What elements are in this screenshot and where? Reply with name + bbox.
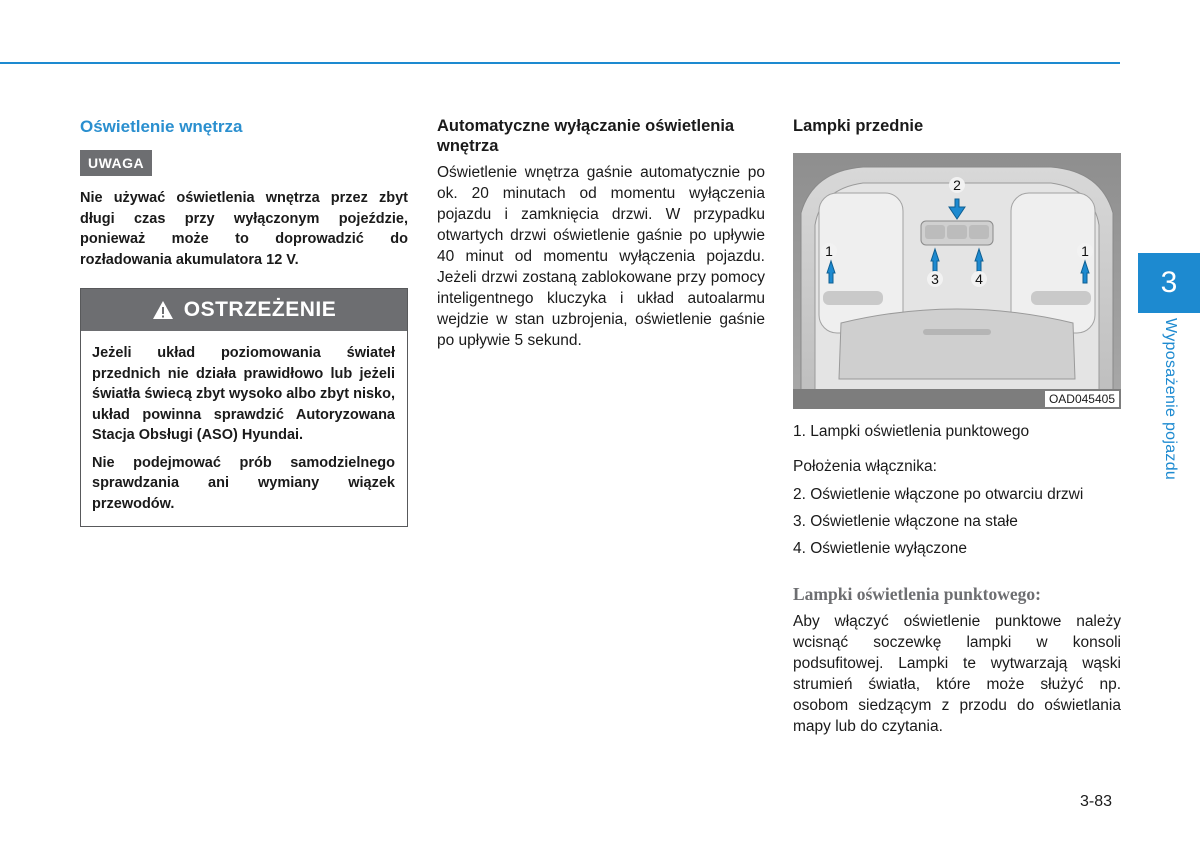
front-lamps-heading: Lampki przednie	[793, 117, 924, 135]
positions-list	[793, 481, 1121, 562]
warning-paragraph-2: Nie podejmować prób samodzielnego sprawdzania ani wymiany wiązek przewodów.	[92, 454, 395, 512]
callout-3: 3	[931, 271, 939, 287]
overhead-console-figure	[793, 153, 1121, 409]
warning-box	[80, 288, 408, 527]
spot-lamps-body: Aby włączyć oświetlenie punktowe należy wcisnąć soczewkę lampki w konsoli podsufitowej. Lampki te wytwarzają wąski strumień światła, które może służyć np. osobom siedzącym z przodu do oświetlania mapy lub do czytania.	[793, 613, 1121, 735]
warning-paragraph-1: Jeżeli układ poziomowania świateł przednich nie działa prawidłowo lub jeżeli światła świecą zbyt wysoko albo zbyt nisko, układ powinna sprawdzić Autoryzowana Stacja Obsługi (ASO) Hyundai.	[92, 345, 395, 443]
top-rule	[0, 62, 1120, 64]
warning-title: OSTRZEŻENIE	[183, 298, 337, 321]
spot-lamps-heading: Lampki oświetlenia punktowego:	[793, 584, 1041, 604]
middle-column	[437, 116, 765, 351]
callout-1-left: 1	[825, 243, 833, 259]
right-column	[793, 116, 1121, 737]
callout-4: 4	[975, 271, 983, 287]
note-text: Nie używać oświetlenia wnętrza przez zbyt długi czas przy wyłączonym pojeździe, ponieważ może to doprowadzić do rozładowania akumulatora 12 V.	[80, 190, 408, 268]
auto-off-body: Oświetlenie wnętrza gaśnie automatycznie po ok. 20 minutach od momentu wyłączenia pojazdu i zamknięcia drzwi. W przypadku otwartych drzwi oświetlenie gaśnie po upływie 40 minut od momentu wyłączenia pojazdu. Jeżeli drzwi zostaną zablokowane przy pomocy inteligentnego kluczyka i układ autoalarmu wejdzie w stan uzbrojenia, oświetlenie gaśnie po upływie 5 sekund.	[437, 164, 765, 349]
chapter-tab: 3	[1138, 253, 1200, 313]
callout-1-right: 1	[1081, 243, 1089, 259]
callout-2: 2	[953, 177, 961, 193]
note-badge: UWAGA	[80, 150, 152, 176]
list-item: 3. Oświetlenie włączone na stałe	[793, 513, 1018, 530]
item-1-label: 1. Lampki oświetlenia punktowego	[793, 423, 1030, 440]
left-column	[80, 116, 408, 527]
chapter-name: Wyposażenie pojazdu	[1162, 318, 1179, 481]
warning-triangle-icon	[152, 300, 174, 320]
list-item: 4. Oświetlenie wyłączone	[793, 540, 968, 557]
positions-label: Położenia włącznika:	[793, 458, 937, 475]
warning-header	[81, 289, 407, 331]
auto-off-heading: Automatyczne wyłączanie oświetlenia wnętrza	[437, 117, 735, 155]
section-title: Oświetlenie wnętrza	[80, 117, 243, 136]
overhead-console-illustration	[793, 153, 1121, 409]
list-item: 2. Oświetlenie włączone po otwarciu drzwi	[793, 486, 1084, 503]
page-number: 3-83	[1080, 793, 1113, 810]
figure-code: OAD045405	[1045, 391, 1119, 407]
warning-body	[81, 331, 407, 526]
